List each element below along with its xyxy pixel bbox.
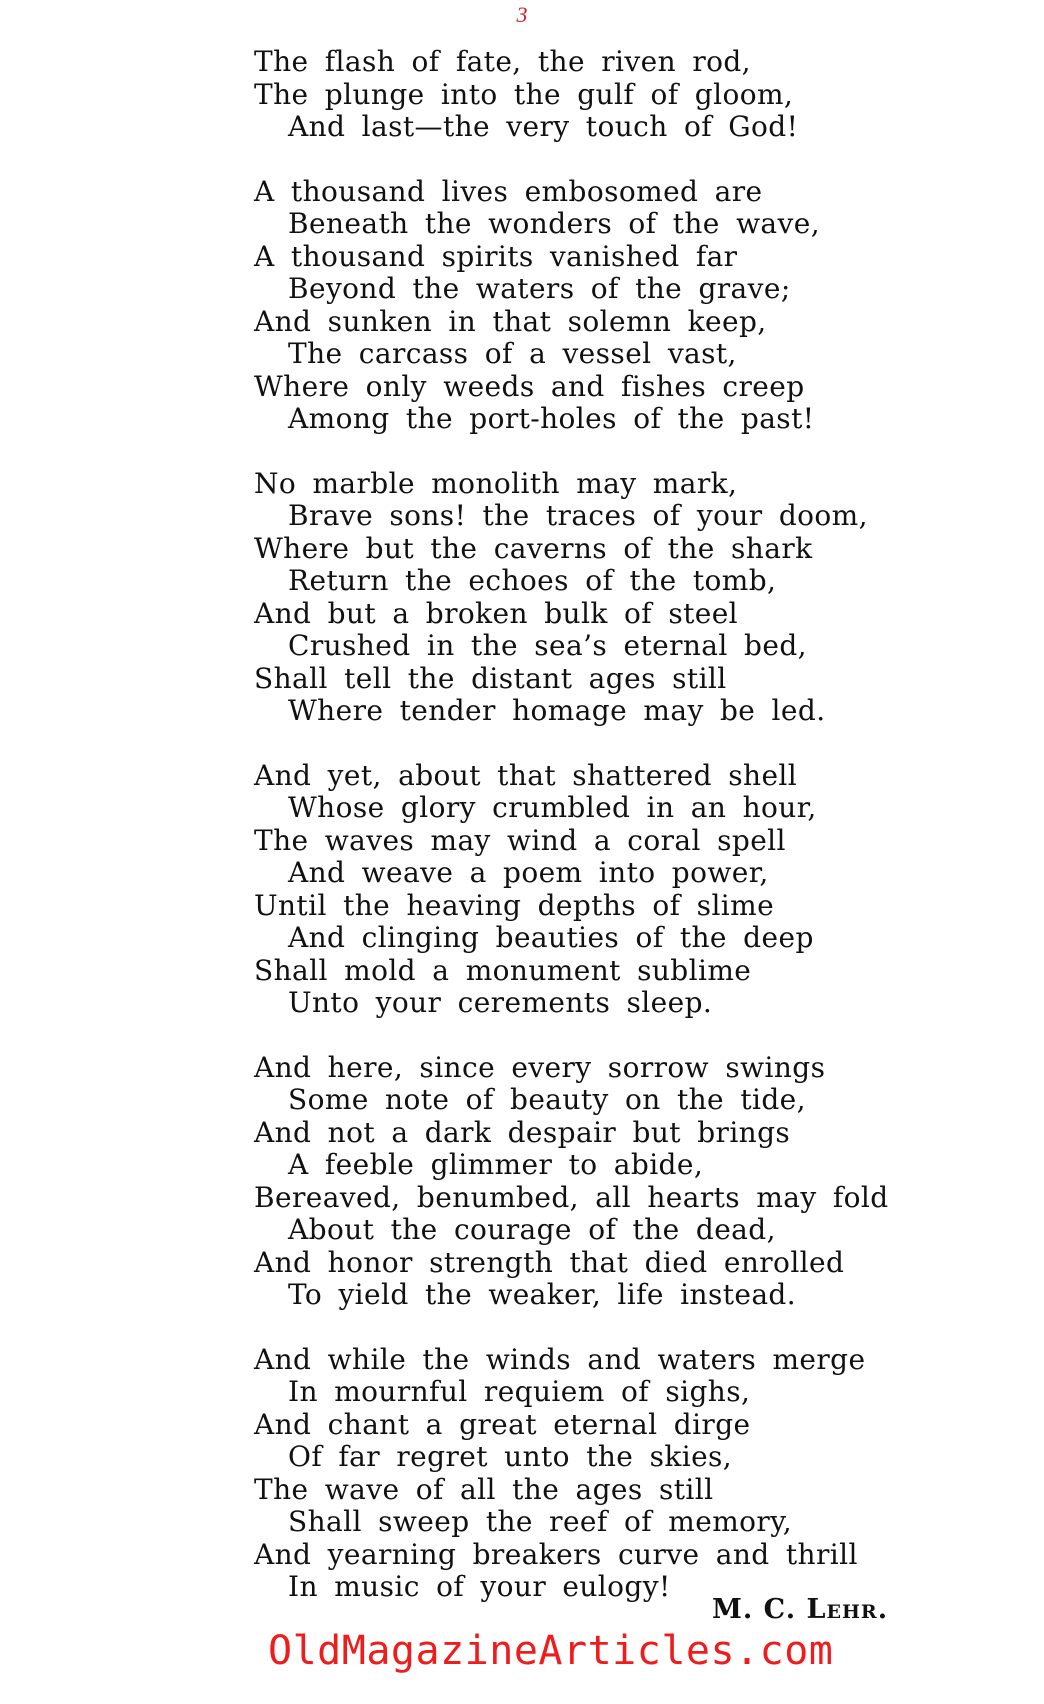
poem-line: And sunken in that solemn keep, [254, 304, 767, 338]
poem-line: And yearning breakers curve and thrill [254, 1537, 858, 1571]
stanza-1 [254, 46, 954, 144]
poem-line: Crushed in the sea’s eternal bed, [288, 629, 807, 662]
poem-line: The plunge into the gulf of gloom, [254, 77, 794, 111]
poem-line: Shall sweep the reef of memory, [288, 1505, 792, 1538]
poem-line: And while the winds and waters merge [254, 1342, 866, 1376]
poem-line: Among the port-holes of the past! [288, 402, 815, 435]
stanza-6 [254, 1344, 954, 1604]
poem-line: Beyond the waters of the grave; [288, 272, 791, 305]
poem [254, 46, 954, 1604]
author-surname-rest: ehr. [826, 1594, 889, 1625]
poem-line: In music of your eulogy! [288, 1570, 671, 1603]
poem-line: And clinging beauties of the deep [288, 921, 814, 954]
site-watermark: OldMagazineArticles.com [268, 1628, 834, 1674]
poem-line: And yet, about that shattered shell [254, 758, 798, 792]
poem-line: Shall tell the distant ages still [254, 661, 727, 695]
stanza-4 [254, 760, 954, 1020]
poem-line: Whose glory crumbled in an hour, [288, 791, 817, 824]
poem-line: Shall mold a monument sublime [254, 953, 752, 987]
poem-line: About the courage of the dead, [288, 1213, 776, 1246]
poem-line: The waves may wind a coral spell [254, 823, 786, 857]
poem-line: No marble monolith may mark, [254, 466, 738, 500]
poem-line: Some note of beauty on the tide, [288, 1083, 806, 1116]
stanza-5 [254, 1052, 954, 1312]
poem-line: Until the heaving depths of slime [254, 888, 775, 922]
poem-line: To yield the weaker, life instead. [288, 1278, 797, 1311]
poem-line: The flash of fate, the riven rod, [254, 45, 751, 78]
poem-line: Where but the caverns of the shark [254, 531, 813, 565]
poem-line: In mournful requiem of sighs, [288, 1375, 751, 1408]
poem-line: A thousand spirits vanished far [254, 239, 738, 273]
poem-line: Return the echoes of the tomb, [288, 564, 777, 597]
poem-line: Beneath the wonders of the wave, [288, 207, 821, 240]
poem-line: A feeble glimmer to abide, [288, 1148, 704, 1181]
poem-line: Of far regret unto the skies, [288, 1440, 733, 1473]
poem-line: Brave sons! the traces of your doom, [288, 499, 868, 532]
poem-line: A thousand lives embosomed are [254, 174, 763, 208]
page-number: 3 [516, 2, 528, 27]
poem-line: And last—the very touch of God! [288, 110, 799, 143]
poem-line: Bereaved, benumbed, all hearts may fold [254, 1180, 889, 1214]
poem-line: The carcass of a vessel vast, [288, 337, 737, 370]
poem-line: And chant a great eternal dirge [254, 1407, 751, 1441]
stanza-3 [254, 468, 954, 728]
stanza-2 [254, 176, 954, 436]
poem-line: And not a dark despair but brings [254, 1115, 791, 1149]
author-signature [712, 1594, 888, 1625]
poem-line: And weave a poem into power, [288, 856, 769, 889]
poem-line: And here, since every sorrow swings [254, 1050, 826, 1084]
author-initials: M. C. L [712, 1594, 827, 1625]
poem-line: Where tender homage may be led. [288, 694, 826, 727]
poem-line: The wave of all the ages still [254, 1472, 714, 1506]
poem-line: And honor strength that died enrolled [254, 1245, 845, 1279]
poem-line: And but a broken bulk of steel [254, 596, 739, 630]
poem-line: Where only weeds and fishes creep [254, 369, 805, 403]
poem-line: Unto your cerements sleep. [288, 986, 713, 1019]
